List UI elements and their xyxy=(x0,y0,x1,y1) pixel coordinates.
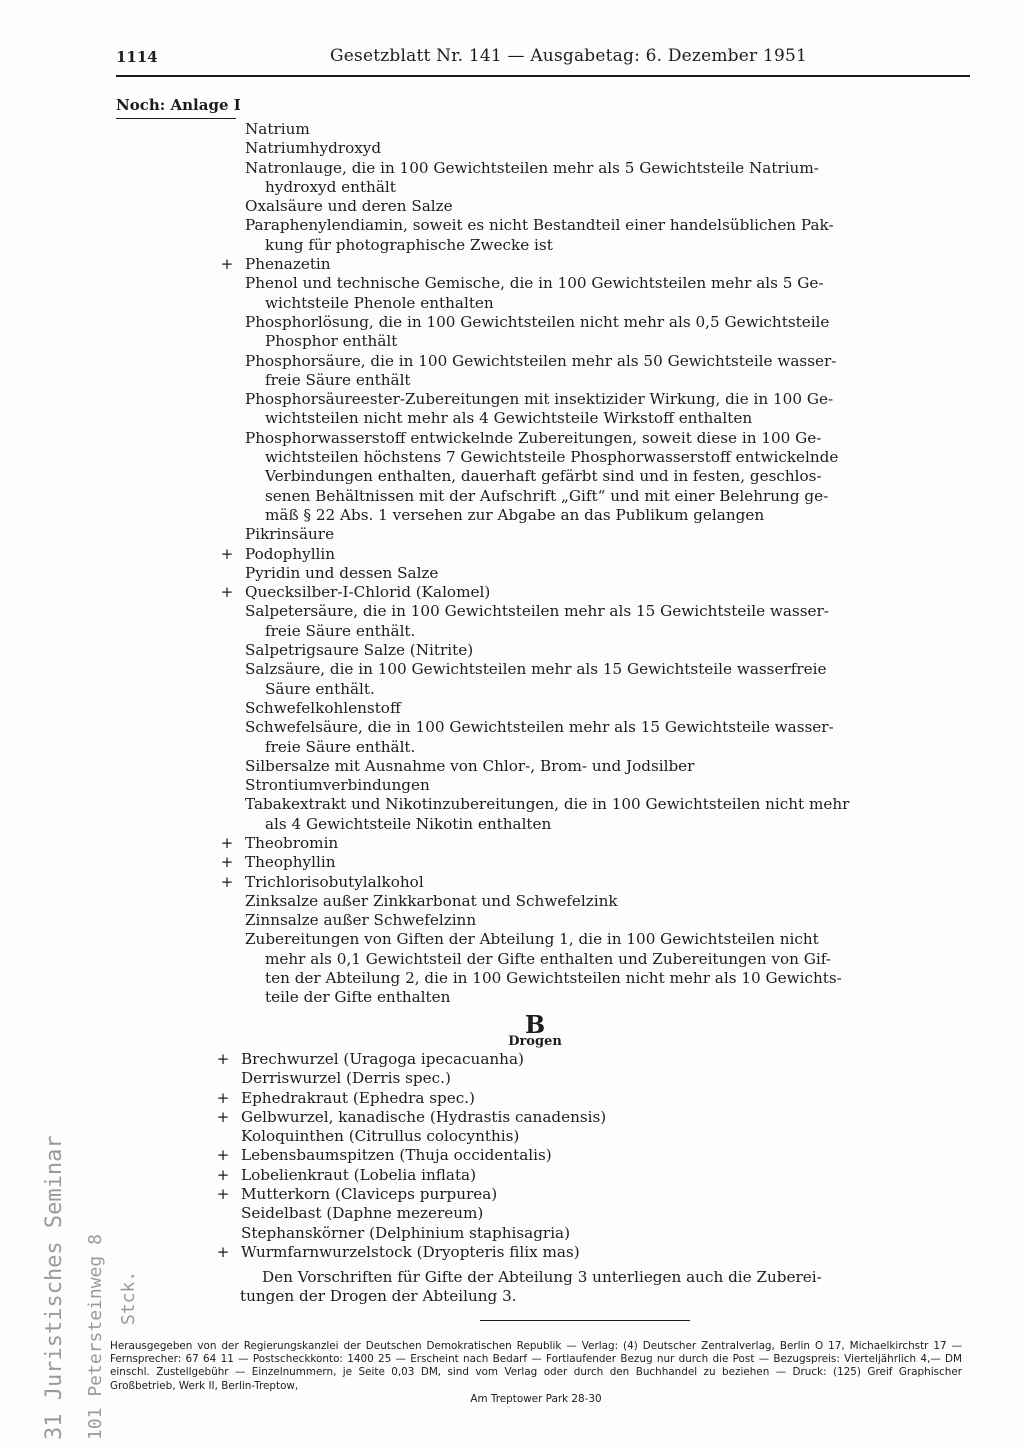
final-note: Den Vorschriften für Gifte der Abteilung 3 unterliegen auch die Zubereitungen der Drogen der Abteilung 3. xyxy=(240,1268,822,1306)
drug-item xyxy=(216,1088,861,1108)
list-item-text: Salpetersäure, die in 100 Gewichtsteilen mehr als 15 Gewichtsteile wasser- xyxy=(245,602,829,621)
list-item xyxy=(245,429,865,525)
list-item-text: Strontiumverbindungen xyxy=(245,776,430,795)
imprint-body: Herausgegeben von der Regierungskanzlei der Deutschen Demokratischen Republik — Verlag: (4) Deutscher Zentralverlag, Berlin O 17, Michaelkirchstr 17 — Fernsprecher: 67 64 11 — Postscheckkonto: 1400 25 — Erscheint nach Bedarf — Fortlaufender Bezug nur durch die Post — Bezugspreis: Vierteljährlich 4,— DM einschl. Zustellgebühr — Einzelnummern, je Seite 0,03 DM, sind vom Verlag oder durch den Buchhandel zu beziehen — Druck: (125) Greif Graphischer Großbetrieb, Werk II, Berlin-Treptow, xyxy=(110,1340,962,1392)
list-item xyxy=(245,795,865,834)
drug-item-text: Derriswurzel (Derris spec.) xyxy=(241,1069,451,1088)
list-item xyxy=(245,892,865,911)
list-item-text: Natrium xyxy=(245,120,310,138)
drug-list xyxy=(0,1050,1024,1262)
list-item xyxy=(245,313,865,352)
drug-item-text: Gelbwurzel, kanadische (Hydrastis canadensis) xyxy=(241,1107,607,1126)
list-item xyxy=(245,641,865,660)
list-item-text: Trichlorisobutylalkohol xyxy=(245,872,424,891)
list-item-text: Quecksilber-I-Chlorid (Kalomel) xyxy=(245,583,491,602)
list-item xyxy=(245,757,865,776)
list-item-text: Natriumhydroxyd xyxy=(245,139,382,158)
plus-marker-icon: + xyxy=(220,544,234,563)
list-item xyxy=(245,660,865,699)
list-item-text: Natronlauge, die in 100 Gewichtsteilen mehr als 5 Gewichtsteile Natrium- xyxy=(245,158,819,177)
list-item-continuation: hydroxyd enthält xyxy=(265,177,396,196)
list-item-text: Schwefelkohlenstoff xyxy=(245,698,401,717)
plus-marker-icon: + xyxy=(220,853,234,872)
list-item-continuation: wichtsteilen nicht mehr als 4 Gewichtsteile Wirkstoff enthalten xyxy=(265,409,753,428)
drug-item-text: Stephanskörner (Delphinium staphisagria) xyxy=(241,1223,571,1242)
list-item-text: Theobromin xyxy=(245,833,339,852)
list-item xyxy=(245,525,865,544)
plus-marker-icon: + xyxy=(216,1107,230,1126)
list-item xyxy=(245,159,865,198)
list-item xyxy=(245,216,865,255)
list-item xyxy=(220,583,865,602)
plus-marker-icon: + xyxy=(216,1146,230,1165)
library-stamp-line-a: 31 Juristisches Seminar xyxy=(42,1135,67,1440)
plus-marker-icon: + xyxy=(220,255,234,274)
list-item-text: Salzsäure, die in 100 Gewichtsteilen mehr als 15 Gewichtsteile wasserfreie xyxy=(245,660,827,679)
drug-item xyxy=(216,1165,861,1185)
list-item-text: Zubereitungen von Giften der Abteilung 1, die in 100 Gewichtsteilen nicht xyxy=(245,930,819,949)
drug-item-text: Seidelbast (Daphne mezereum) xyxy=(241,1204,484,1223)
list-item-text: Schwefelsäure, die in 100 Gewichtsteilen mehr als 15 Gewichtsteile wasser- xyxy=(245,718,834,737)
drug-item-text: Brechwurzel (Uragoga ipecacuanha) xyxy=(241,1050,524,1068)
drug-item xyxy=(216,1185,861,1204)
list-item-continuation: ten der Abteilung 2, die in 100 Gewichtsteilen nicht mehr als 10 Gewichts- xyxy=(265,969,842,988)
list-item-text: Pyridin und dessen Salze xyxy=(245,563,439,582)
list-item xyxy=(245,197,865,216)
plus-marker-icon: + xyxy=(216,1165,230,1184)
header-divider xyxy=(116,75,970,77)
list-item-text: Phosphorsäureester-Zubereitungen mit insektizider Wirkung, die in 100 Ge- xyxy=(245,390,834,409)
section-title: Drogen xyxy=(508,1034,562,1049)
list-item-continuation: Verbindungen enthalten, dauerhaft gefärbt sind und in festen, geschlos- xyxy=(265,467,822,486)
list-item-continuation: wichtsteile Phenole enthalten xyxy=(265,293,494,312)
list-item-text: Phosphorsäure, die in 100 Gewichtsteilen mehr als 50 Gewichtsteile wasser- xyxy=(245,351,837,370)
list-item-continuation: freie Säure enthält xyxy=(265,370,411,389)
drug-item xyxy=(241,1069,861,1088)
list-item xyxy=(245,699,865,718)
list-item-continuation: wichtsteilen höchstens 7 Gewichtsteile Phosphorwasserstoff entwickelnde xyxy=(265,448,839,467)
list-item-text: Phosphorlösung, die in 100 Gewichtsteilen nicht mehr als 0,5 Gewichtsteile xyxy=(245,312,830,331)
plus-marker-icon: + xyxy=(216,1242,230,1261)
list-item xyxy=(245,139,865,158)
list-item-continuation: Säure enthält. xyxy=(265,679,375,698)
drug-item xyxy=(241,1224,861,1243)
list-item xyxy=(220,853,865,872)
list-item-text: Zinksalze außer Zinkkarbonat und Schwefelzink xyxy=(245,891,618,910)
list-item-text: Oxalsäure und deren Salze xyxy=(245,197,453,216)
list-item-continuation: freie Säure enthält. xyxy=(265,621,416,640)
list-item xyxy=(245,390,865,429)
list-item xyxy=(245,718,865,757)
list-item-continuation: mäß § 22 Abs. 1 versehen zur Abgabe an das Publikum gelangen xyxy=(265,505,765,524)
list-item xyxy=(245,930,865,1007)
plus-marker-icon: + xyxy=(220,583,234,602)
list-item-text: Salpetrigsaure Salze (Nitrite) xyxy=(245,641,474,660)
list-item xyxy=(245,352,865,391)
list-item-continuation: kung für photographische Zwecke ist xyxy=(265,235,553,254)
footer-divider xyxy=(480,1320,690,1321)
list-item xyxy=(245,274,865,313)
list-item-text: Phosphorwasserstoff entwickelnde Zubereitungen, soweit diese in 100 Ge- xyxy=(245,428,822,447)
poison-list xyxy=(0,120,1024,1008)
list-item-continuation: senen Behältnissen mit der Aufschrift „Gift“ und mit einer Belehrung ge- xyxy=(265,486,829,505)
list-item-text: Zinnsalze außer Schwefelzinn xyxy=(245,911,477,930)
drug-item-text: Lobelienkraut (Lobelia inflata) xyxy=(241,1165,477,1184)
drug-item xyxy=(216,1146,861,1165)
list-item-continuation: mehr als 0,1 Gewichtsteil der Gifte enthalten und Zubereitungen von Gif- xyxy=(265,949,831,968)
library-stamp-line-c: Stck. xyxy=(118,1270,139,1325)
list-item xyxy=(220,255,865,274)
list-item-text: Paraphenylendiamin, soweit es nicht Bestandteil einer handelsüblichen Pak- xyxy=(245,216,834,235)
list-item xyxy=(220,872,865,892)
list-item xyxy=(220,833,865,853)
drug-item xyxy=(216,1050,861,1069)
drug-item-text: Wurmfarnwurzelstock (Dryopteris filix mas) xyxy=(241,1242,580,1261)
drug-item xyxy=(216,1107,861,1127)
list-item xyxy=(220,544,865,564)
annex-label: Noch: Anlage I xyxy=(116,96,241,114)
list-item-text: Theophyllin xyxy=(245,853,336,872)
drug-item xyxy=(241,1127,861,1146)
page-number: 1114 xyxy=(116,48,158,66)
list-item xyxy=(245,602,865,641)
plus-marker-icon: + xyxy=(216,1088,230,1107)
annex-underline xyxy=(116,118,236,119)
list-item xyxy=(245,911,865,930)
drug-item-text: Koloquinthen (Citrullus colocynthis) xyxy=(241,1127,520,1146)
list-item-continuation: Phosphor enthält xyxy=(265,332,398,351)
library-stamp-line-b: 101 Petersteinweg 8 xyxy=(85,1234,106,1440)
drug-item xyxy=(216,1242,861,1262)
section-letter: B xyxy=(524,1010,546,1039)
list-item xyxy=(245,776,865,795)
list-item xyxy=(245,564,865,583)
imprint xyxy=(110,1340,962,1406)
plus-marker-icon: + xyxy=(216,1050,230,1068)
list-item-continuation: freie Säure enthält. xyxy=(265,737,416,756)
list-item-text: Phenazetin xyxy=(245,255,331,274)
plus-marker-icon: + xyxy=(220,872,234,891)
list-item-text: Silbersalze mit Ausnahme von Chlor-, Brom- und Jodsilber xyxy=(245,756,695,775)
drug-item-text: Ephedrakraut (Ephedra spec.) xyxy=(241,1088,475,1107)
plus-marker-icon: + xyxy=(216,1185,230,1204)
list-item-continuation: als 4 Gewichtsteile Nikotin enthalten xyxy=(265,814,552,833)
list-item xyxy=(245,120,865,139)
list-item-text: Tabakextrakt und Nikotinzubereitungen, die in 100 Gewichtsteilen nicht mehr xyxy=(245,795,850,814)
list-item-text: Pikrinsäure xyxy=(245,525,335,544)
list-item-continuation: teile der Gifte enthalten xyxy=(265,988,451,1007)
list-item-text: Phenol und technische Gemische, die in 100 Gewichtsteilen mehr als 5 Ge- xyxy=(245,274,824,293)
drug-item-text: Lebensbaumspitzen (Thuja occidentalis) xyxy=(241,1146,552,1165)
drug-item-text: Mutterkorn (Claviceps purpurea) xyxy=(241,1185,498,1204)
imprint-last-line: Am Treptower Park 28-30 xyxy=(470,1392,602,1405)
plus-marker-icon: + xyxy=(220,833,234,852)
drug-item xyxy=(241,1204,861,1223)
list-item-text: Podophyllin xyxy=(245,544,336,563)
page-title: Gesetzblatt Nr. 141 — Ausgabetag: 6. Dezember 1951 xyxy=(330,46,808,66)
